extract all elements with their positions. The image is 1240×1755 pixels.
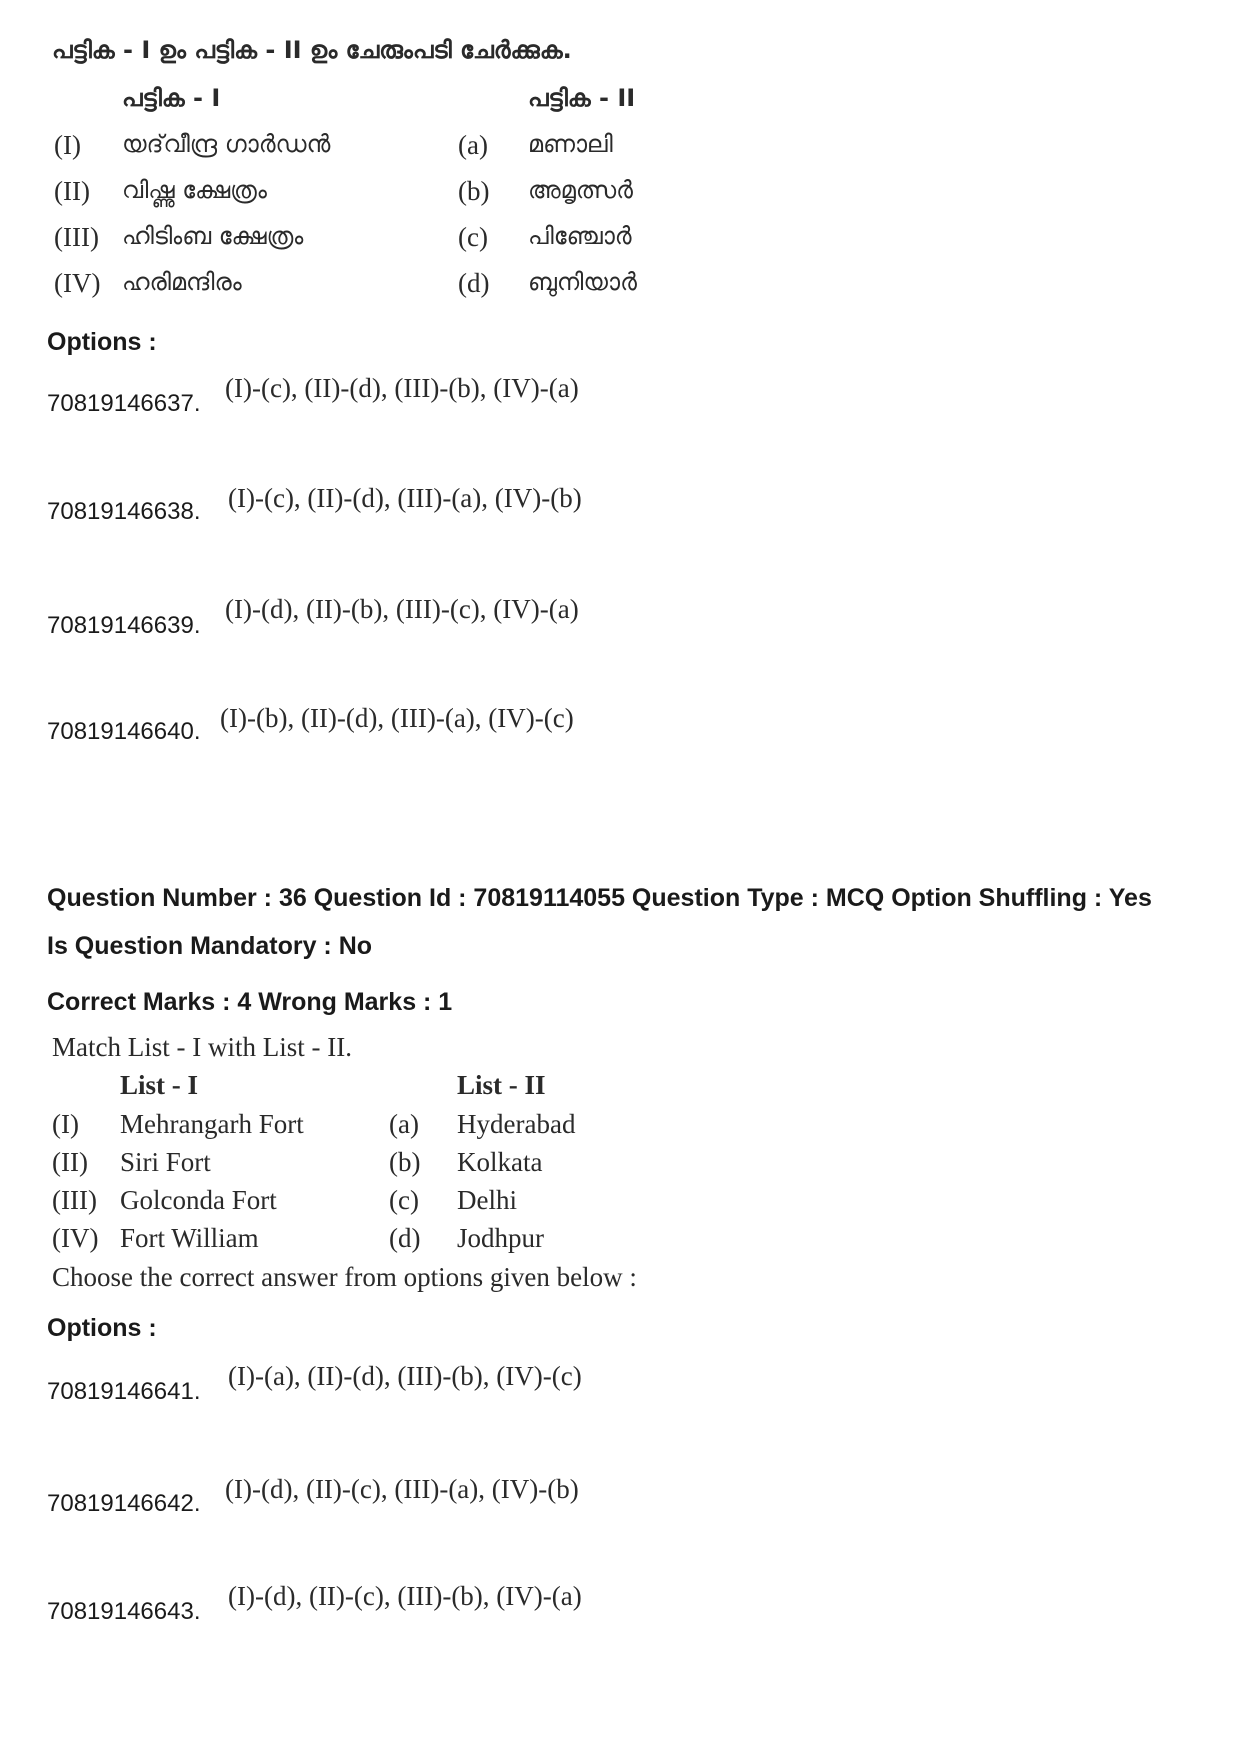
q35-list1-header: പട്ടിക - I [122,84,221,112]
q36-marks-line: Correct Marks : 4 Wrong Marks : 1 [47,988,453,1016]
q35-row-match: മണാലി [528,130,613,158]
q35-instruction: പട്ടിക - I ഉം പട്ടിക - II ഉം ചേരുംപടി ചേർക്കുക. [52,36,572,64]
q35-row-item: യദ്‌വീന്ദ്ര ഗാർഡൻ [122,130,331,158]
q36-instruction: Match List - I with List - II. [52,1032,352,1062]
q36-row-item: Siri Fort [120,1147,211,1177]
q35-list2-header: പട്ടിക - II [528,84,636,112]
q35-row-letter: (a) [458,130,488,160]
q36-row-num: (II) [52,1147,88,1177]
q36-option-id: 70819146643. [47,1598,201,1625]
q35-row-item: വിഷ്ണു ക്ഷേത്രം [122,176,267,204]
q36-option-text[interactable]: (I)-(a), (II)-(d), (III)-(b), (IV)-(c) [228,1361,582,1391]
q35-row-match: അമൃത്സർ [528,176,633,204]
q36-meta-line1: Question Number : 36 Question Id : 70819114055 Question Type : MCQ Option Shuffling : Yes [47,884,1152,912]
q36-row-letter: (b) [389,1147,421,1177]
q35-option-text[interactable]: (I)-(b), (II)-(d), (III)-(a), (IV)-(c) [220,703,574,733]
q35-option-text[interactable]: (I)-(d), (II)-(b), (III)-(c), (IV)-(a) [225,594,579,624]
q35-row-letter: (b) [458,176,490,206]
q35-option-text[interactable]: (I)-(c), (II)-(d), (III)-(b), (IV)-(a) [225,373,579,403]
q35-row-num: (IV) [54,268,101,298]
q35-option-text[interactable]: (I)-(c), (II)-(d), (III)-(a), (IV)-(b) [228,483,582,513]
q36-option-text[interactable]: (I)-(d), (II)-(c), (III)-(b), (IV)-(a) [228,1581,582,1611]
q36-row-match: Hyderabad [457,1109,576,1139]
q36-row-num: (I) [52,1109,79,1139]
q36-row-letter: (d) [389,1223,421,1253]
q36-list2-header: List - II [457,1070,546,1100]
q36-row-item: Golconda Fort [120,1185,277,1215]
q35-row-letter: (c) [458,222,488,252]
q36-row-num: (III) [52,1185,97,1215]
q36-row-letter: (c) [389,1185,419,1215]
q35-row-letter: (d) [458,268,490,298]
q36-option-id: 70819146642. [47,1490,201,1517]
q36-row-match: Jodhpur [457,1223,544,1253]
q35-options-label: Options : [47,328,157,356]
q36-row-item: Fort William [120,1223,259,1253]
q36-list1-header: List - I [120,1070,199,1100]
q35-row-num: (I) [54,130,81,160]
q35-row-num: (II) [54,176,90,206]
q36-choose-line: Choose the correct answer from options given below : [52,1262,637,1292]
q36-meta-line2: Is Question Mandatory : No [47,932,373,960]
q35-option-id: 70819146639. [47,612,201,639]
q35-row-item: ഹരിമന്ദിരം [122,268,242,296]
q35-row-num: (III) [54,222,99,252]
q35-row-match: ബുനിയാർ [528,268,637,296]
q36-options-label: Options : [47,1314,157,1342]
q36-row-item: Mehrangarh Fort [120,1109,304,1139]
q36-row-match: Delhi [457,1185,517,1215]
q35-option-id: 70819146637. [47,390,201,417]
q35-option-id: 70819146638. [47,498,201,525]
q35-option-id: 70819146640. [47,718,201,745]
q36-row-letter: (a) [389,1109,419,1139]
q36-row-match: Kolkata [457,1147,543,1177]
q35-row-match: പിഞ്ചോർ [528,222,632,250]
q36-option-id: 70819146641. [47,1378,201,1405]
q36-option-text[interactable]: (I)-(d), (II)-(c), (III)-(a), (IV)-(b) [225,1474,579,1504]
q35-row-item: ഹിടിംബ ക്ഷേത്രം [122,222,304,250]
q36-row-num: (IV) [52,1223,99,1253]
